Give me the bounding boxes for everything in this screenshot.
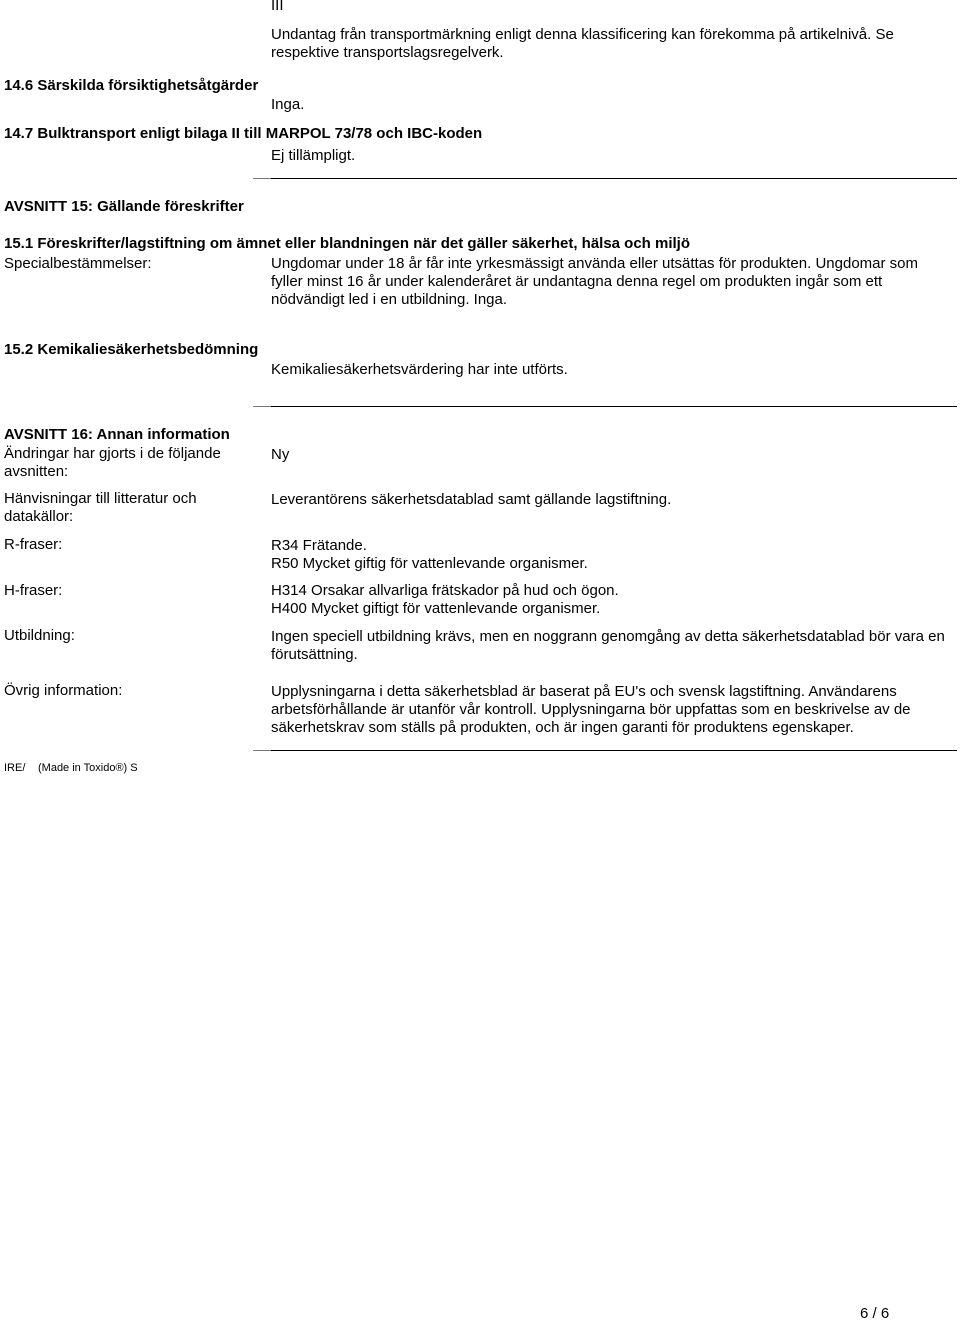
r-phrase-line: R34 Frätande. xyxy=(271,537,367,554)
rule-tick xyxy=(253,178,271,179)
footer-made-in: (Made in Toxido®) S xyxy=(38,762,138,774)
changes-value: Ny xyxy=(271,446,290,463)
section-15-1-heading: 15.1 Föreskrifter/lagstiftning om ämnet eller blandningen när det gäller säkerhet, hälsa och miljö xyxy=(4,235,691,252)
section-divider xyxy=(271,406,957,407)
section-divider xyxy=(271,750,957,751)
section-15-2-value: Kemikaliesäkerhetsvärdering har inte utförts. xyxy=(271,361,568,378)
special-provisions-value: Ungdomar under 18 år får inte yrkesmässigt använda eller utsättas för produkten. Ungdomar som fyller minst 16 år under kalenderåret är undantagna denna regel om produkten ingår som ett nödvändigt led i en utbildning. Inga. xyxy=(271,255,918,308)
section-14-7-heading: 14.7 Bulktransport enligt bilaga II till MARPOL 73/78 och IBC-koden xyxy=(4,125,483,142)
h-phrase-line: H400 Mycket giftigt för vattenlevande organismer. xyxy=(271,600,601,617)
h-phrases-value xyxy=(271,582,951,618)
special-provisions-label: Specialbestämmelser: xyxy=(4,255,152,272)
references-value: Leverantörens säkerhetsdatablad samt gällande lagstiftning. xyxy=(271,491,672,508)
footer-code: IRE/ xyxy=(4,762,26,774)
h-phrases-label: H-fraser: xyxy=(4,582,63,599)
section-15-heading: AVSNITT 15: Gällande föreskrifter xyxy=(4,198,244,215)
section-15-2-heading: 15.2 Kemikaliesäkerhetsbedömning xyxy=(4,341,259,358)
other-info-value: Upplysningarna i detta säkerhetsblad är baserat på EU's och svensk lagstiftning. Användarens arbetsförhållande är utanför vår kontroll. Upplysningarna bör uppfattas som en beskrivelse av de säkerhetskrav som ställs på produkten, och är ingen garanti för produktens egenskaper. xyxy=(271,683,911,736)
section-14-7-value: Ej tillämpligt. xyxy=(271,147,356,164)
rule-tick xyxy=(253,406,271,407)
section-16-heading: AVSNITT 16: Annan information xyxy=(4,426,230,443)
section-divider xyxy=(271,178,957,179)
training-label: Utbildning: xyxy=(4,627,75,644)
page-number: 6 / 6 xyxy=(860,1305,890,1322)
rule-tick xyxy=(253,750,271,751)
section-14-6-heading: 14.6 Särskilda försiktighetsåtgärder xyxy=(4,77,259,94)
h-phrase-line: H314 Orsakar allvarliga frätskador på hud och ögon. xyxy=(271,582,619,599)
references-label: Hänvisningar till litteratur och datakällor: xyxy=(4,490,197,525)
r-phrase-line: R50 Mycket giftig för vattenlevande organismer. xyxy=(271,555,588,572)
r-phrases-label: R-fraser: xyxy=(4,536,63,553)
other-info-label: Övrig information: xyxy=(4,682,123,699)
transport-exemption-text: Undantag från transportmärkning enligt denna klassificering kan förekomma på artikelnivå. Se respektive transportslagsregelverk. xyxy=(271,26,894,61)
section-14-6-value: Inga. xyxy=(271,96,305,113)
packing-group-value: III xyxy=(271,0,284,14)
r-phrases-value xyxy=(271,537,951,573)
changes-label: Ändringar har gjorts i de följande avsnitten: xyxy=(4,445,221,480)
training-value: Ingen speciell utbildning krävs, men en noggrann genomgång av detta säkerhetsdatablad bör vara en förutsättning. xyxy=(271,628,945,663)
